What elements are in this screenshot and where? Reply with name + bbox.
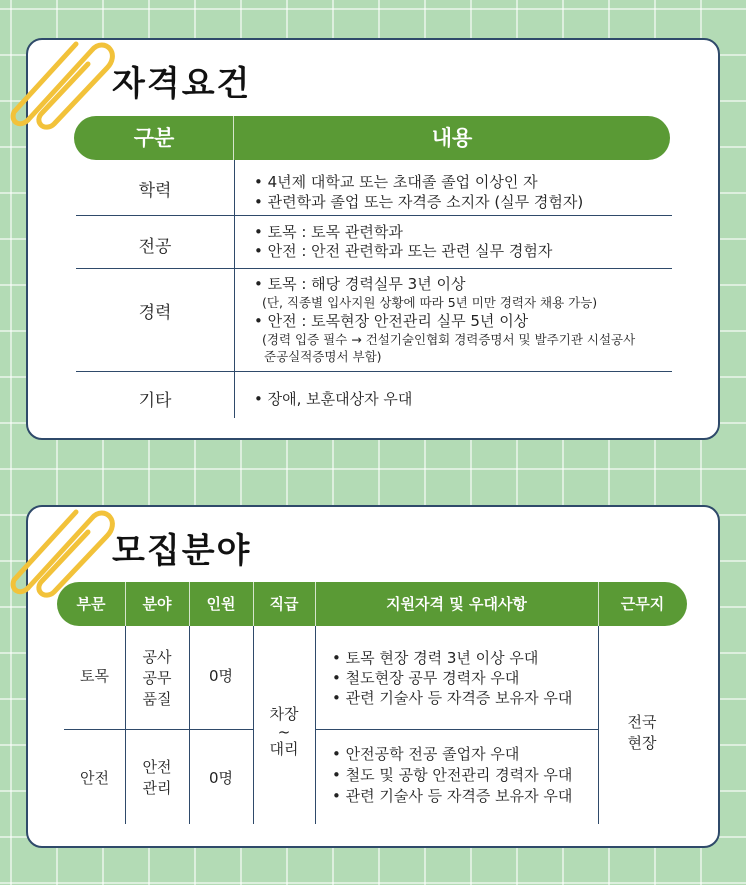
recruitment-table-header bbox=[57, 582, 687, 626]
qualifications-column-divider bbox=[234, 160, 235, 418]
table-cell-count: 0명 bbox=[208, 769, 234, 787]
rank-line: 대리 bbox=[269, 740, 299, 758]
row-divider bbox=[315, 729, 598, 730]
location-line: 현장 bbox=[627, 734, 657, 752]
list-item: • 토목 현장 경력 3년 이상 우대 bbox=[332, 649, 539, 667]
list-item: • 토목 : 토목 관련학과 bbox=[254, 223, 403, 241]
field-line: 관리 bbox=[142, 779, 172, 797]
list-item: • 4년제 대학교 또는 초대졸 졸업 이상인 자 bbox=[254, 173, 538, 191]
row-divider bbox=[76, 215, 672, 216]
list-note: (경력 입증 필수 → 건설기술인협회 경력증명서 및 발주기관 시설공사 bbox=[262, 332, 636, 347]
header-qualifications: 지원자격 및 우대사항 bbox=[386, 595, 527, 613]
column-divider bbox=[189, 626, 190, 824]
field-line: 안전 bbox=[142, 758, 172, 776]
row-label-education: 학력 bbox=[138, 181, 172, 201]
field-line: 공무 bbox=[142, 669, 172, 687]
header-rank: 직급 bbox=[269, 595, 299, 613]
table-cell-field bbox=[125, 757, 189, 799]
location-line: 전국 bbox=[627, 713, 657, 731]
list-item: • 철도 및 공항 안전관리 경력자 우대 bbox=[332, 766, 573, 784]
row-label-other: 기타 bbox=[138, 391, 172, 411]
list-item: • 안전공학 전공 졸업자 우대 bbox=[332, 745, 520, 763]
table-cell-location bbox=[598, 712, 686, 754]
list-item: • 장애, 보훈대상자 우대 bbox=[254, 390, 413, 408]
recruitment-title: 모집분야 bbox=[112, 531, 252, 571]
header-field: 분야 bbox=[142, 595, 172, 613]
list-item: • 철도현장 공무 경력자 우대 bbox=[332, 669, 520, 687]
list-item: • 관련학과 졸업 또는 자격증 소지자 (실무 경험자) bbox=[254, 193, 584, 211]
row-divider bbox=[76, 371, 672, 372]
rank-line: ~ bbox=[277, 723, 291, 741]
list-note: 준공실적증명서 부함) bbox=[264, 349, 382, 364]
qualifications-table-header bbox=[74, 116, 670, 160]
list-item: • 관련 기술사 등 자격증 보유자 우대 bbox=[332, 787, 573, 805]
header-count: 인원 bbox=[206, 595, 236, 613]
list-note: (단, 직종별 입사지원 상황에 따라 5년 미만 경력자 채용 가능) bbox=[262, 295, 598, 310]
list-item: • 안전 : 토목현장 안전관리 실무 5년 이상 bbox=[254, 312, 529, 330]
header-category: 구분 bbox=[133, 126, 175, 150]
row-divider bbox=[76, 268, 672, 269]
header-content: 내용 bbox=[431, 126, 473, 150]
list-item: • 안전 : 안전 관련학과 또는 관련 실무 경험자 bbox=[254, 242, 553, 260]
list-item: • 관련 기술사 등 자격증 보유자 우대 bbox=[332, 689, 573, 707]
table-cell-field bbox=[125, 647, 189, 710]
header-location: 근무지 bbox=[620, 595, 665, 613]
row-label-major: 전공 bbox=[138, 237, 172, 257]
rank-line: 차장 bbox=[269, 705, 299, 723]
field-line: 품질 bbox=[142, 690, 172, 708]
row-divider bbox=[64, 729, 253, 730]
row-label-experience: 경력 bbox=[138, 303, 172, 323]
column-divider bbox=[315, 626, 316, 824]
table-cell-division: 안전 bbox=[80, 769, 109, 787]
qualifications-title: 자격요건 bbox=[112, 64, 252, 104]
table-cell-count: 0명 bbox=[208, 667, 234, 685]
list-item: • 토목 : 해당 경력실무 3년 이상 bbox=[254, 275, 466, 293]
header-division: 부문 bbox=[76, 595, 106, 613]
table-cell-rank bbox=[253, 704, 315, 760]
table-cell-division: 토목 bbox=[80, 667, 109, 685]
field-line: 공사 bbox=[142, 648, 172, 666]
